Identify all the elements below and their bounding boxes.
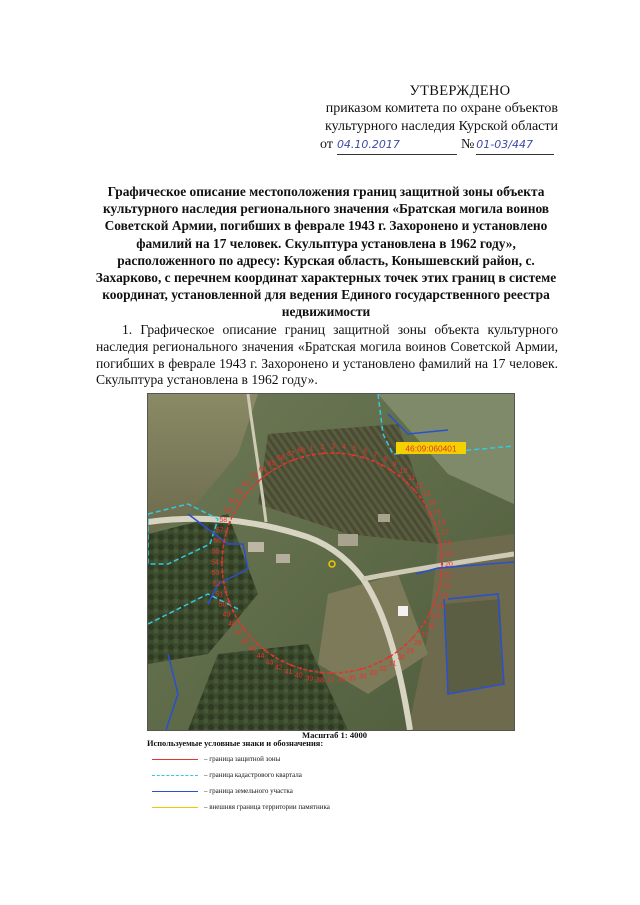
boundary-point-label: 20: [445, 561, 453, 569]
boundary-point-label: 33: [369, 670, 377, 677]
boundary-point: [223, 541, 225, 543]
boundary-point-label: 6: [363, 448, 368, 456]
boundary-point: [320, 671, 322, 673]
boundary-point: [379, 661, 381, 663]
boundary-point: [436, 593, 438, 595]
boundary-point: [429, 612, 431, 614]
boundary-point-label: 5: [352, 445, 357, 453]
boundary-point-label: 42: [274, 664, 283, 672]
document-title: Графическое описание местоположения границ защитной зоны объекта культурного наследия регионального значения «Братская могила воинов Советской Армии, погибших в феврале 1943 г. Захоронено и установлено фамилий на 17 человек. Скульптура установлена в 1962 году», расположенного по адресу: Курская область, Конышевский район, с. Захарково, с перечнем координат характерных точек этих границ в системе координат, установленной для ведения Единого государственного реестра недвижимости: [95, 184, 557, 320]
boundary-point-label: 53: [211, 570, 220, 578]
boundary-point-label: 7: [373, 451, 378, 459]
boundary-point-label: 14: [428, 499, 436, 507]
boundary-point: [360, 668, 362, 670]
legend-swatch-red: [152, 759, 198, 760]
boundary-point-label: 15: [433, 509, 442, 517]
boundary-point-label: 52: [212, 580, 221, 588]
boundary-point-label: 41: [284, 669, 293, 677]
boundary-point-label: 10: [399, 467, 408, 475]
handwritten-number: 01-03/447: [476, 138, 533, 151]
boundary-point-label: 38: [316, 676, 324, 684]
boundary-point: [221, 571, 223, 573]
boundary-point-label: 48: [228, 621, 236, 629]
boundary-point-label: 47: [234, 630, 242, 637]
handwritten-date: 04.10.2017: [336, 138, 400, 151]
legend-item-territory: [152, 800, 330, 814]
boundary-point: [290, 664, 292, 666]
cadastral-badge: [396, 442, 466, 454]
boundary-point: [272, 655, 274, 657]
boundary-point-label: 39: [305, 675, 314, 683]
boundary-point-label: 13: [422, 491, 430, 498]
boundary-point: [312, 454, 314, 456]
boundary-point: [437, 533, 439, 535]
boundary-point: [439, 583, 441, 585]
boundary-point-label: 27: [420, 632, 429, 639]
boundary-point: [225, 531, 227, 533]
boundary-point-label: 31: [388, 660, 397, 668]
boundary-point: [310, 670, 312, 672]
legend-item-parcel: [152, 784, 293, 798]
map-canvas: [148, 394, 514, 730]
boundary-point: [439, 543, 441, 545]
boundary-point-label: 8: [383, 456, 388, 464]
boundary-point: [244, 495, 246, 497]
boundary-point-label: 49: [222, 611, 231, 619]
boundary-point-label: 23: [440, 593, 449, 601]
boundary-point: [238, 503, 240, 505]
boundary-point-label: 66: [277, 455, 285, 463]
boundary-point-label: 17: [441, 529, 449, 537]
section-1-text: 1. Графическое описание границ защитной зоны объекта культурного наследия регионального значения «Братская могила воинов Советской Армии, погибших в феврале 1943 г. Захоронено и установлено фамилий на 17 человек. Скульптура установлена в 1962 году».: [96, 322, 558, 388]
from-label: от: [320, 137, 333, 152]
boundary-point-label: 61: [235, 489, 244, 496]
boundary-point: [433, 603, 435, 605]
boundary-point-label: 45: [248, 646, 257, 654]
boundary-point-label: 46: [240, 638, 249, 646]
legend-swatch-blue: [152, 791, 198, 792]
boundary-point-label: 56: [213, 537, 222, 545]
boundary-point: [322, 452, 324, 454]
boundary-point: [237, 619, 239, 621]
building: [338, 534, 358, 546]
building: [276, 554, 290, 563]
boundary-point: [221, 551, 223, 553]
approval-title: УТВЕРЖДЕНО: [409, 83, 511, 99]
legend-label: – граница защитной зоны: [204, 755, 281, 763]
boundary-point: [225, 591, 227, 593]
boundary-point-label: 54: [211, 559, 219, 567]
boundary-point: [430, 514, 432, 516]
date-field: [337, 136, 457, 155]
satellite-map: [147, 393, 515, 731]
boundary-point: [229, 521, 231, 523]
boundary-point: [370, 665, 372, 667]
boundary-point-label: 18: [443, 540, 452, 548]
boundary-point-label: 28: [413, 640, 422, 648]
boundary-point: [223, 581, 225, 583]
boundary-point: [283, 463, 285, 465]
boundary-point: [281, 660, 283, 662]
boundary-point: [274, 468, 276, 470]
boundary-point-label: 65: [267, 460, 276, 468]
boundary-point: [425, 505, 427, 507]
boundary-point: [265, 473, 267, 475]
boundary-point: [332, 452, 334, 454]
number-field: [476, 136, 554, 155]
boundary-point-label: 59: [223, 507, 232, 515]
boundary-point-label: 44: [256, 653, 265, 661]
boundary-point: [404, 644, 406, 646]
boundary-point-label: 43: [265, 659, 274, 667]
boundary-point-label: 32: [379, 665, 387, 673]
boundary-point-label: 24: [436, 603, 445, 611]
boundary-point-label: 25: [432, 613, 441, 621]
building: [398, 606, 408, 616]
boundary-point-label: 67: [287, 451, 295, 458]
plot-east: [444, 599, 504, 694]
legend-item-cadastral: [152, 768, 302, 782]
boundary-point-label: 62: [242, 480, 251, 488]
boundary-point-label: 63: [250, 473, 258, 481]
boundary-point-label: 57: [215, 527, 224, 535]
boundary-point-label: 50: [218, 601, 227, 609]
approval-line-1: приказом комитета по охране объектов: [325, 101, 558, 116]
boundary-point: [242, 627, 244, 629]
boundary-point-label: 21: [444, 572, 453, 580]
cadastral-badge-label: 46:09:060401: [405, 443, 457, 454]
boundary-point-label: 26: [426, 623, 435, 631]
boundary-point: [381, 464, 383, 466]
boundary-point: [340, 671, 342, 673]
building: [248, 542, 264, 552]
boundary-point: [441, 563, 443, 565]
boundary-point: [411, 637, 413, 639]
boundary-point-label: 4: [342, 444, 346, 452]
boundary-point: [390, 469, 392, 471]
boundary-point: [228, 601, 230, 603]
boundary-point: [302, 456, 304, 458]
boundary-point: [256, 642, 258, 644]
boundary-point: [372, 460, 374, 462]
boundary-point: [264, 649, 266, 651]
boundary-point-label: 60: [229, 497, 238, 505]
boundary-point: [250, 487, 252, 489]
boundary-point: [221, 561, 223, 563]
boundary-point-label: 36: [337, 677, 346, 685]
legend-label: – граница земельного участка: [204, 787, 293, 795]
boundary-point-label: 58: [219, 517, 228, 525]
boundary-point-label: 40: [294, 672, 303, 680]
number-label: №: [460, 137, 475, 152]
boundary-point-label: 68: [297, 447, 305, 455]
boundary-point: [398, 475, 400, 477]
legend-swatch-cyan: [152, 775, 198, 776]
boundary-point-label: 30: [397, 654, 406, 662]
boundary-point-label: 9: [392, 461, 397, 469]
boundary-point-label: 19: [444, 550, 453, 558]
boundary-point-label: 34: [359, 673, 367, 681]
boundary-point: [292, 459, 294, 461]
boundary-point-label: 51: [215, 591, 223, 599]
boundary-point-label: 1: [309, 445, 314, 453]
boundary-point: [232, 610, 234, 612]
boundary-point-label: 29: [406, 647, 414, 655]
boundary-point: [233, 512, 235, 514]
boundary-point: [434, 523, 436, 525]
legend-title: Используемые условные знаки и обозначения:: [147, 739, 324, 748]
boundary-point-label: 64: [258, 466, 267, 474]
boundary-point: [300, 667, 302, 669]
boundary-point-label: 12: [415, 482, 424, 490]
legend-item-zone: [152, 752, 280, 766]
legend-swatch-yellow: [152, 807, 198, 808]
boundary-point: [352, 454, 354, 456]
approval-stamp: [300, 82, 580, 155]
approval-date-number: [300, 136, 580, 155]
boundary-point: [440, 553, 442, 555]
boundary-point: [388, 656, 390, 658]
approval-line-2: культурного наследия Курской области: [324, 119, 558, 134]
boundary-point: [440, 573, 442, 575]
legend-label: – внешняя граница территории памятника: [204, 803, 330, 811]
boundary-point: [342, 452, 344, 454]
boundary-point-label: 37: [326, 677, 335, 685]
boundary-point-label: 11: [408, 474, 416, 482]
boundary-point-label: 3: [331, 443, 336, 451]
boundary-point-label: 55: [211, 548, 220, 556]
boundary-point: [396, 650, 398, 652]
boundary-point-label: 22: [442, 583, 451, 591]
legend-label: – граница кадастрового квартала: [204, 771, 302, 779]
map-scale: Масштаб 1: 4000: [302, 730, 368, 740]
boundary-point: [424, 621, 426, 623]
boundary-point: [362, 456, 364, 458]
boundary-point: [350, 670, 352, 672]
boundary-point-label: 2: [320, 443, 325, 451]
section-1-paragraph: [96, 322, 558, 389]
boundary-point-label: 16: [437, 519, 446, 527]
building: [378, 514, 390, 522]
boundary-point: [249, 635, 251, 637]
boundary-point-label: 35: [348, 675, 357, 683]
boundary-point: [330, 672, 332, 674]
